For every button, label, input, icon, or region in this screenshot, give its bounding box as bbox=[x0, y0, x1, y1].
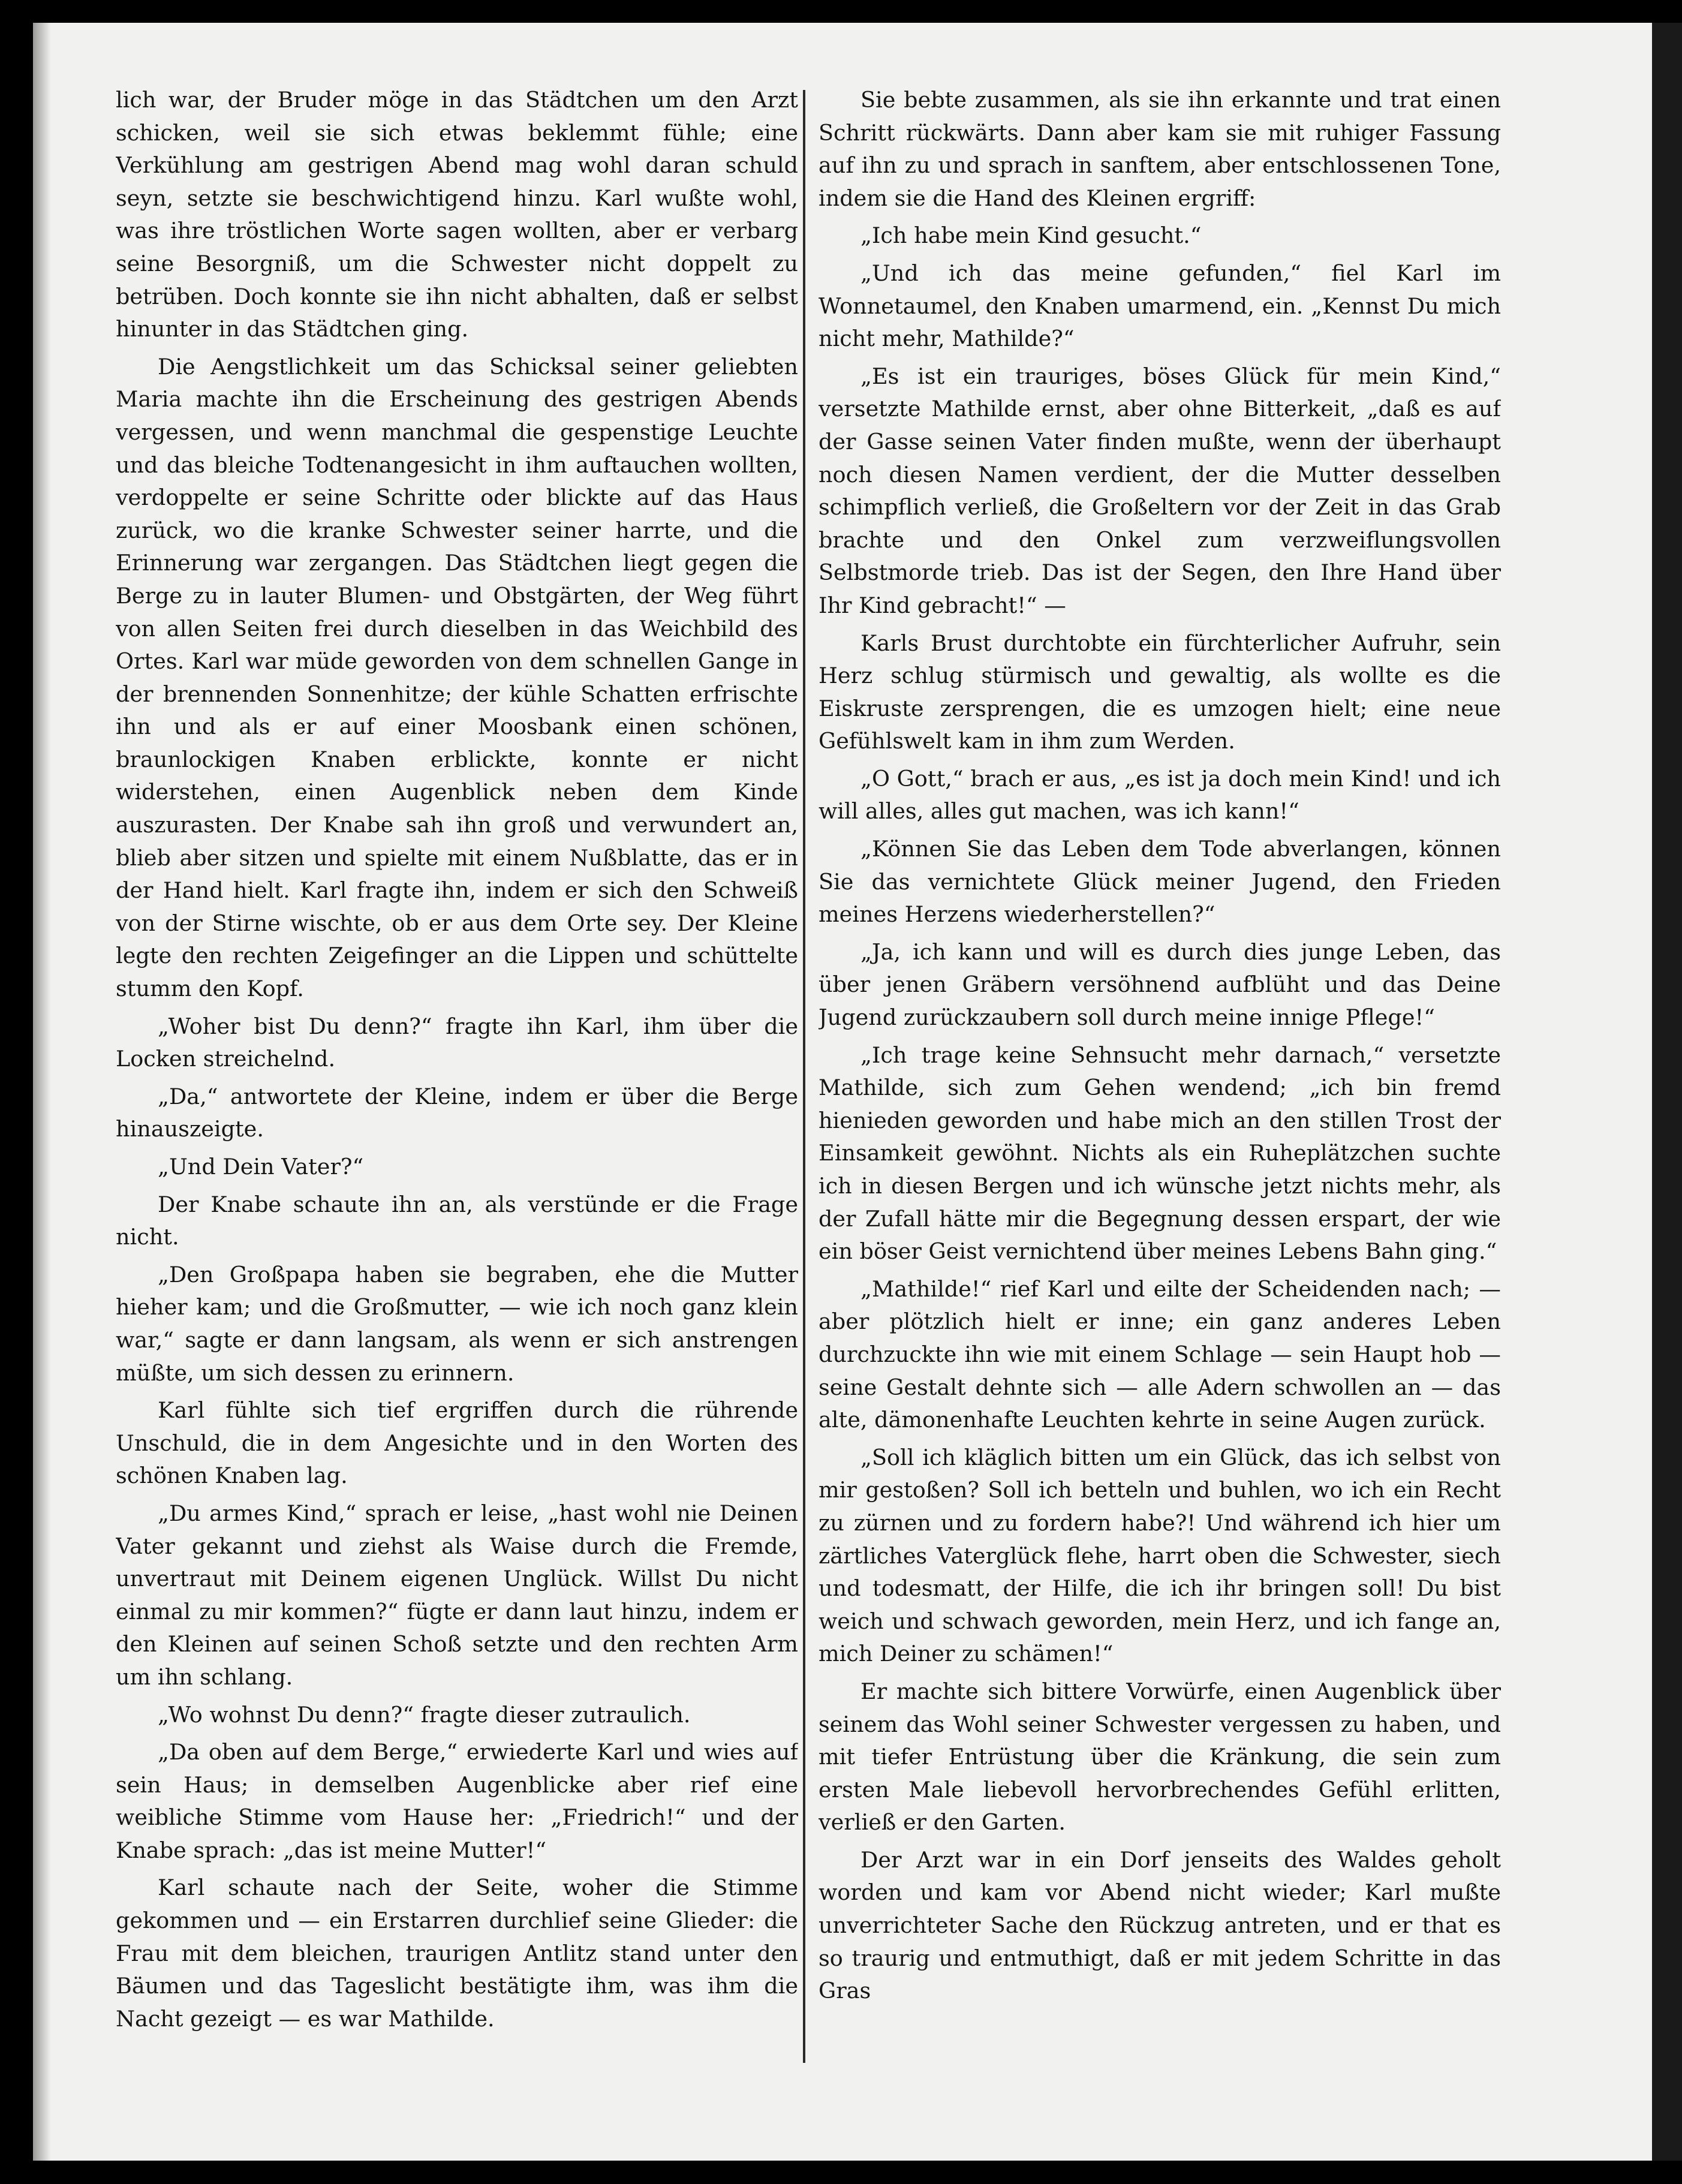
right-column bbox=[819, 84, 1501, 2057]
paragraph: Karls Brust durchtobte ein fürchterlicher Aufruhr, sein Herz schlug stürmisch und gewaltig, als wollte es die Eiskruste zersprengen, die es umzogen hielt; eine neue Gefühlswelt kam in ihm zum Werden. bbox=[819, 630, 1501, 754]
paragraph: lich war, der Bruder möge in das Städtchen um den Arzt schicken, weil sie sich etwas beklemmt fühle; eine Verkühlung am gestrigen Abend mag wohl daran schuld seyn, setzte sie beschwichtigend hinzu. Karl wußte wohl, was ihre tröstlichen Worte sagen wollten, aber er verbarg seine Besorgniß, um die Schwester nicht doppelt zu betrüben. Doch konnte sie ihn nicht abhalten, daß er selbst hinunter in das Städtchen ging. bbox=[116, 87, 798, 342]
left-column bbox=[116, 84, 798, 2057]
paragraph: „Da,“ antwortete der Kleine, indem er über die Berge hinauszeigte. bbox=[116, 1083, 798, 1142]
paragraph: Karl fühlte sich tief ergriffen durch die rührende Unschuld, die in dem Angesichte und in den Worten des schönen Knaben lag. bbox=[116, 1397, 798, 1489]
paragraph: „Wo wohnst Du denn?“ fragte dieser zutraulich. bbox=[158, 1701, 691, 1728]
paragraph: Der Knabe schaute ihn an, als verstünde er die Frage nicht. bbox=[116, 1191, 798, 1250]
paragraph: „Mathilde!“ rief Karl und eilte der Scheidenden nach; — aber plötzlich hielt er inne; ein ganz anderes Leben durchzuckte ihn wie mit einem Schlage — sein Haupt hob — seine Gestalt dehnte sich — alle Adern schwollen an — das alte, dämonenhafte Leuchten kehrte in seine Augen zurück. bbox=[819, 1275, 1501, 1433]
paragraph: „Den Großpapa haben sie begraben, ehe die Mutter hieher kam; und die Großmutter, — wie ich noch ganz klein war,“ sagte er dann langsam, als wenn er sich anstrengen müßte, um sich dessen zu erinnern. bbox=[116, 1261, 798, 1386]
paragraph: „Es ist ein trauriges, böses Glück für mein Kind,“ versetzte Mathilde ernst, aber ohne Bitterkeit, „daß es auf der Gasse seinen Vater finden mußte, wenn der überhaupt noch diesen Namen verdient, der die Mutter desselben schimpflich verließ, die Großeltern vor der Zeit in das Grab brachte und den Onkel zum verzweiflungsvollen Selbstmorde trieb. Das ist der Segen, den Ihre Hand über Ihr Kind gebracht!“ — bbox=[819, 363, 1501, 618]
paragraph: Der Arzt war in ein Dorf jenseits des Waldes geholt worden und kam vor Abend nicht wieder; Karl mußte unverrichteter Sache den Rückzug antreten, und er that es so traurig und entmuthigt, daß er mit jedem Schritte in das Gras bbox=[819, 1846, 1501, 2004]
paragraph: „Ja, ich kann und will es durch dies junge Leben, das über jenen Gräbern versöhnend aufblüht und das Deine Jugend zurückzaubern soll durch meine innige Pflege!“ bbox=[819, 938, 1501, 1031]
edge-strip bbox=[1652, 23, 1682, 2161]
paragraph: „Du armes Kind,“ sprach er leise, „hast wohl nie Deinen Vater gekannt und ziehst als Waise durch die Fremde, unvertraut mit Deinem eigenen Unglück. Willst Du nicht einmal zu mir kommen?“ fügte er dann laut hinzu, indem er den Kleinen auf seinen Schoß setzte und den rechten Arm um ihn schlang. bbox=[116, 1500, 798, 1690]
paragraph: Die Aengstlichkeit um das Schicksal seiner geliebten Maria machte ihn die Erscheinung des gestrigen Abends vergessen, und wenn manchmal die gespenstige Leuchte und das bleiche Todtenangesicht in ihm auftauchen wollten, verdoppelte er seine Schritte oder blickte auf das Haus zurück, wo die kranke Schwester seiner harrte, und die Erinnerung war zergangen. Das Städtchen liegt gegen die Berge zu in lauter Blumen- und Obstgärten, der Weg führt von allen Seiten frei durch dieselben in das Weichbild des Ortes. Karl war müde geworden von dem schnellen Gange in der brennenden Sonnenhitze; der kühle Schatten erfrischte ihn und als er auf einer Moosbank einen schönen, braunlockigen Knaben erblickte, konnte er nicht widerstehen, einen Augenblick neben dem Kinde auszurasten. Der Knabe sah ihn groß und verwundert an, blieb aber sitzen und spielte mit einem Nußblatte, das er in der Hand hielt. Karl fragte ihn, indem er sich den Schweiß von der Stirne wischte, ob er aus dem Orte sey. Der Kleine legte den rechten Zeigefinger an die Lippen und schüttelte stumm den Kopf. bbox=[116, 353, 798, 1002]
spine-shadow bbox=[33, 23, 51, 2161]
paragraph: Sie bebte zusammen, als sie ihn erkannte und trat einen Schritt rückwärts. Dann aber kam sie mit ruhiger Fassung auf ihn zu und sprach in sanftem, aber entschlossenen Tone, indem sie die Hand des Kleinen ergriff: bbox=[819, 87, 1501, 211]
paragraph: „Soll ich kläglich bitten um ein Glück, das ich selbst von mir gestoßen? Soll ich betteln und buhlen, wo ich ein Recht zu zürnen und zu fordern habe?! Und während ich hier um zärtliches Vaterglück flehe, harrt oben die Schwester, siech und todesmatt, der Hilfe, die ich ihr bringen soll! Du bist weich und schwach geworden, mein Herz, und ich fange an, mich Deiner zu schämen!“ bbox=[819, 1444, 1501, 1667]
column-divider bbox=[803, 90, 805, 2063]
paragraph: „Und Dein Vater?“ bbox=[158, 1154, 364, 1180]
paragraph: „Können Sie das Leben dem Tode abverlangen, können Sie das vernichtete Glück meiner Jugend, den Frieden meines Herzens wiederherstellen?“ bbox=[819, 836, 1501, 928]
paragraph: „Da oben auf dem Berge,“ erwiederte Karl und wies auf sein Haus; in demselben Augenblicke aber rief eine weibliche Stimme vom Hause her: „Friedrich!“ und der Knabe sprach: „das ist meine Mutter!“ bbox=[116, 1739, 798, 1863]
paragraph: „O Gott,“ brach er aus, „es ist ja doch mein Kind! und ich will alles, alles gut machen, was ich kann!“ bbox=[819, 765, 1501, 825]
paragraph: Er machte sich bittere Vorwürfe, einen Augenblick über seinem das Wohl seiner Schwester vergessen zu haben, und mit tiefer Entrüstung über die Kränkung, die sein zum ersten Male liebevoll hervorbrechendes Gefühl erlitten, verließ er den Garten. bbox=[819, 1678, 1501, 1836]
paragraph: Karl schaute nach der Seite, woher die Stimme gekommen und — ein Erstarren durchlief seine Glieder: die Frau mit dem bleichen, traurigen Antlitz stand unter den Bäumen und das Tageslicht bestätigte ihm, was ihm die Nacht gezeigt — es war Mathilde. bbox=[116, 1875, 798, 2032]
paragraph: „Woher bist Du denn?“ fragte ihn Karl, ihm über die Locken streichelnd. bbox=[116, 1013, 798, 1072]
paragraph: „Ich habe mein Kind gesucht.“ bbox=[860, 222, 1202, 249]
paragraph: „Ich trage keine Sehnsucht mehr darnach,“ versetzte Mathilde, sich zum Gehen wendend; „ich bin fremd hienieden geworden und habe mich an den stillen Trost der Einsamkeit gewöhnt. Nichts als ein Ruheplätzchen suchte ich in diesen Bergen und ich wünsche jetzt nichts mehr, als der Zufall hätte mir die Begegnung dessen erspart, der wie ein böser Geist vernichtend über meines Lebens Bahn ging.“ bbox=[819, 1042, 1501, 1265]
paragraph: „Und ich das meine gefunden,“ fiel Karl im Wonnetaumel, den Knaben umarmend, ein. „Kennst Du mich nicht mehr, Mathilde?“ bbox=[819, 260, 1501, 352]
